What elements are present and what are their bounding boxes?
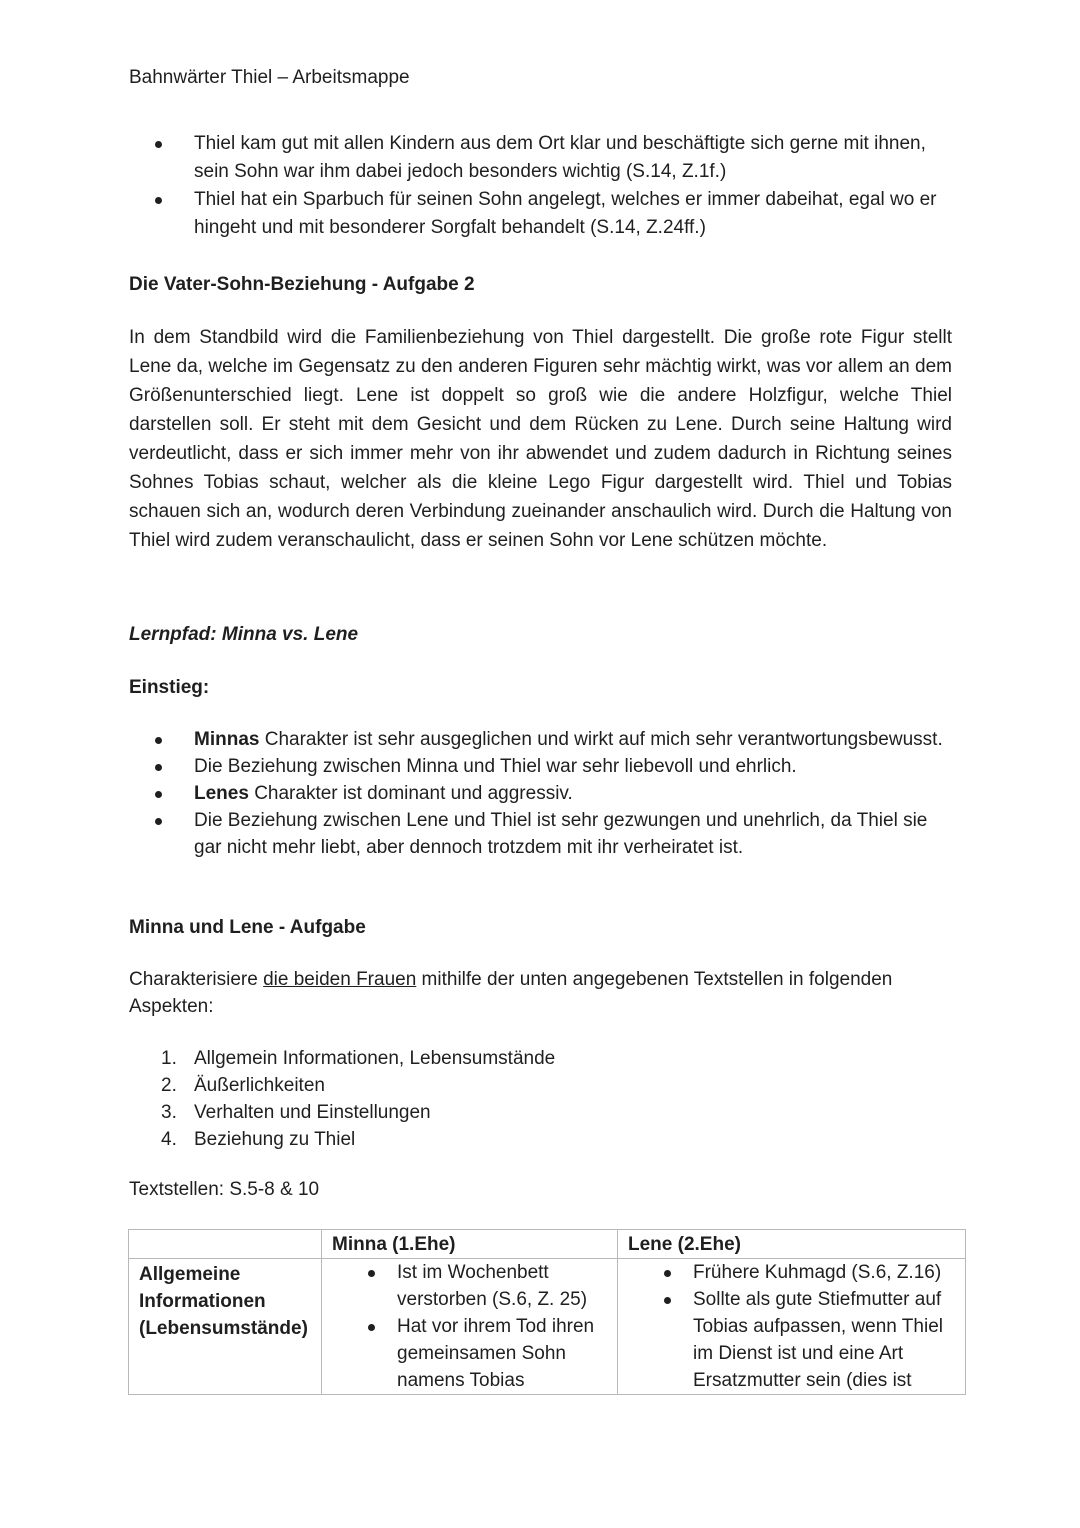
list-number: 1. xyxy=(161,1048,177,1069)
list-item xyxy=(129,753,954,780)
page-header: Bahnwärter Thiel – Arbeitsmappe xyxy=(129,67,410,88)
section-heading-aufgabe: Minna und Lene - Aufgabe xyxy=(129,917,366,938)
list-item xyxy=(129,1072,555,1099)
list-item-text: Äußerlichkeiten xyxy=(194,1075,325,1096)
list-item-text: Beziehung zu Thiel xyxy=(194,1129,356,1150)
bullet-icon xyxy=(155,764,162,771)
bold-term: Lenes xyxy=(194,783,249,804)
list-item-text: Thiel hat ein Sparbuch für seinen Sohn angelegt, welches er immer dabeihat, egal wo er hingeht und mit besonderer Sorgfalt behandelt (S.14, Z.24ff.) xyxy=(194,189,937,238)
list-item xyxy=(332,1259,607,1313)
table-corner-cell xyxy=(129,1230,322,1259)
row-header-allgemeine-informationen: Allgemeine Informationen (Lebensumstände) xyxy=(129,1259,322,1395)
bullet-icon xyxy=(368,1324,375,1331)
list-item xyxy=(129,780,954,807)
einstieg-bullet-list xyxy=(129,726,954,861)
instruction-paragraph xyxy=(129,966,954,1020)
list-item-text: Charakter ist dominant und aggressiv. xyxy=(248,783,573,804)
column-header-minna: Minna (1.Ehe) xyxy=(322,1230,618,1259)
list-item xyxy=(129,1045,555,1072)
list-item xyxy=(628,1286,955,1394)
list-item-text: Frühere Kuhmagd (S.6, Z.16) xyxy=(693,1262,942,1283)
instruction-text: Charakterisiere xyxy=(129,969,264,990)
list-number: 2. xyxy=(161,1075,177,1096)
bullet-icon xyxy=(155,197,162,204)
section-heading-lernpfad: Lernpfad: Minna vs. Lene xyxy=(129,624,359,645)
table-cell-minna xyxy=(322,1259,618,1395)
list-item-text: Hat vor ihrem Tod ihren gemeinsamen Sohn namens Tobias xyxy=(397,1316,595,1391)
list-item xyxy=(628,1259,955,1286)
list-item-text: Ist im Wochenbett verstorben (S.6, Z. 25) xyxy=(397,1262,588,1310)
list-item xyxy=(129,130,954,186)
list-item-text: Sollte als gute Stiefmutter auf Tobias aufpassen, wenn Thiel im Dienst ist und eine Art Ersatzmutter sein (dies ist xyxy=(693,1289,943,1391)
list-item-text: Allgemein Informationen, Lebensumstände xyxy=(194,1048,556,1069)
list-item xyxy=(129,1126,555,1153)
intro-bullet-list xyxy=(129,130,954,242)
instruction-text: mithilfe der unten angegebenen Textstellen in folgenden Aspekten: xyxy=(129,969,893,1017)
list-item xyxy=(129,807,954,861)
bullet-icon xyxy=(664,1297,671,1304)
bold-term: Minnas xyxy=(194,729,260,750)
table-row xyxy=(129,1259,966,1395)
cell-bullet-list xyxy=(332,1259,607,1394)
cell-bullet-list xyxy=(628,1259,955,1394)
list-number: 3. xyxy=(161,1102,177,1123)
list-item xyxy=(129,186,954,242)
bullet-icon xyxy=(664,1270,671,1277)
column-header-lene: Lene (2.Ehe) xyxy=(618,1230,966,1259)
paragraph-standbild: In dem Standbild wird die Familienbeziehung von Thiel dargestellt. Die große rote Figur stellt Lene da, welche im Gegensatz zu den anderen Figuren sehr mächtig wirkt, was vor allem an dem Größenunterschied liegt. Lene ist doppelt so groß wie die andere Holzfigur, welche Thiel darstellen soll. Er steht mit dem Gesicht und dem Rücken zu Lene. Durch seine Haltung wird verdeutlicht, dass er sich immer mehr von ihr abwendet und zudem dadurch in Richtung seines Sohnes Tobias schaut, welcher als die kleine Lego Figur dargestellt wird. Thiel und Tobias schauen sich an, wodurch deren Verbindung zueinander anschaulich wird. Durch die Haltung von Thiel wird zudem veranschaulicht, dass er seinen Sohn vor Lene schützen möchte. xyxy=(129,327,952,551)
table-header-row xyxy=(129,1230,966,1259)
list-number: 4. xyxy=(161,1129,177,1150)
list-item-text: Die Beziehung zwischen Minna und Thiel war sehr liebevoll und ehrlich. xyxy=(194,756,797,777)
bullet-icon xyxy=(155,141,162,148)
list-item xyxy=(332,1313,607,1394)
bullet-icon xyxy=(155,737,162,744)
subheading-einstieg: Einstieg: xyxy=(129,677,210,698)
table-cell-lene xyxy=(618,1259,966,1395)
list-item xyxy=(129,1099,555,1126)
bullet-icon xyxy=(368,1270,375,1277)
characterization-table xyxy=(128,1229,966,1395)
section-heading-vater-sohn: Die Vater-Sohn-Beziehung - Aufgabe 2 xyxy=(129,274,475,295)
list-item-text: Charakter ist sehr ausgeglichen und wirkt auf mich sehr verantwortungsbewusst. xyxy=(259,729,943,750)
list-item-text: Thiel kam gut mit allen Kindern aus dem Ort klar und beschäftigte sich gerne mit ihnen, sein Sohn war ihm dabei jedoch besonders wichtig (S.14, Z.1f.) xyxy=(194,133,926,182)
bullet-icon xyxy=(155,791,162,798)
list-item-text: Die Beziehung zwischen Lene und Thiel ist sehr gezwungen und unehrlich, da Thiel sie gar nicht mehr liebt, aber dennoch trotzdem mit ihr verheiratet ist. xyxy=(194,810,928,858)
list-item-text: Verhalten und Einstellungen xyxy=(194,1102,431,1123)
bullet-icon xyxy=(155,818,162,825)
textstellen-note: Textstellen: S.5-8 & 10 xyxy=(129,1179,320,1200)
instruction-underlined: die beiden Frauen xyxy=(263,969,417,990)
list-item xyxy=(129,726,954,753)
aspects-list xyxy=(129,1045,555,1153)
